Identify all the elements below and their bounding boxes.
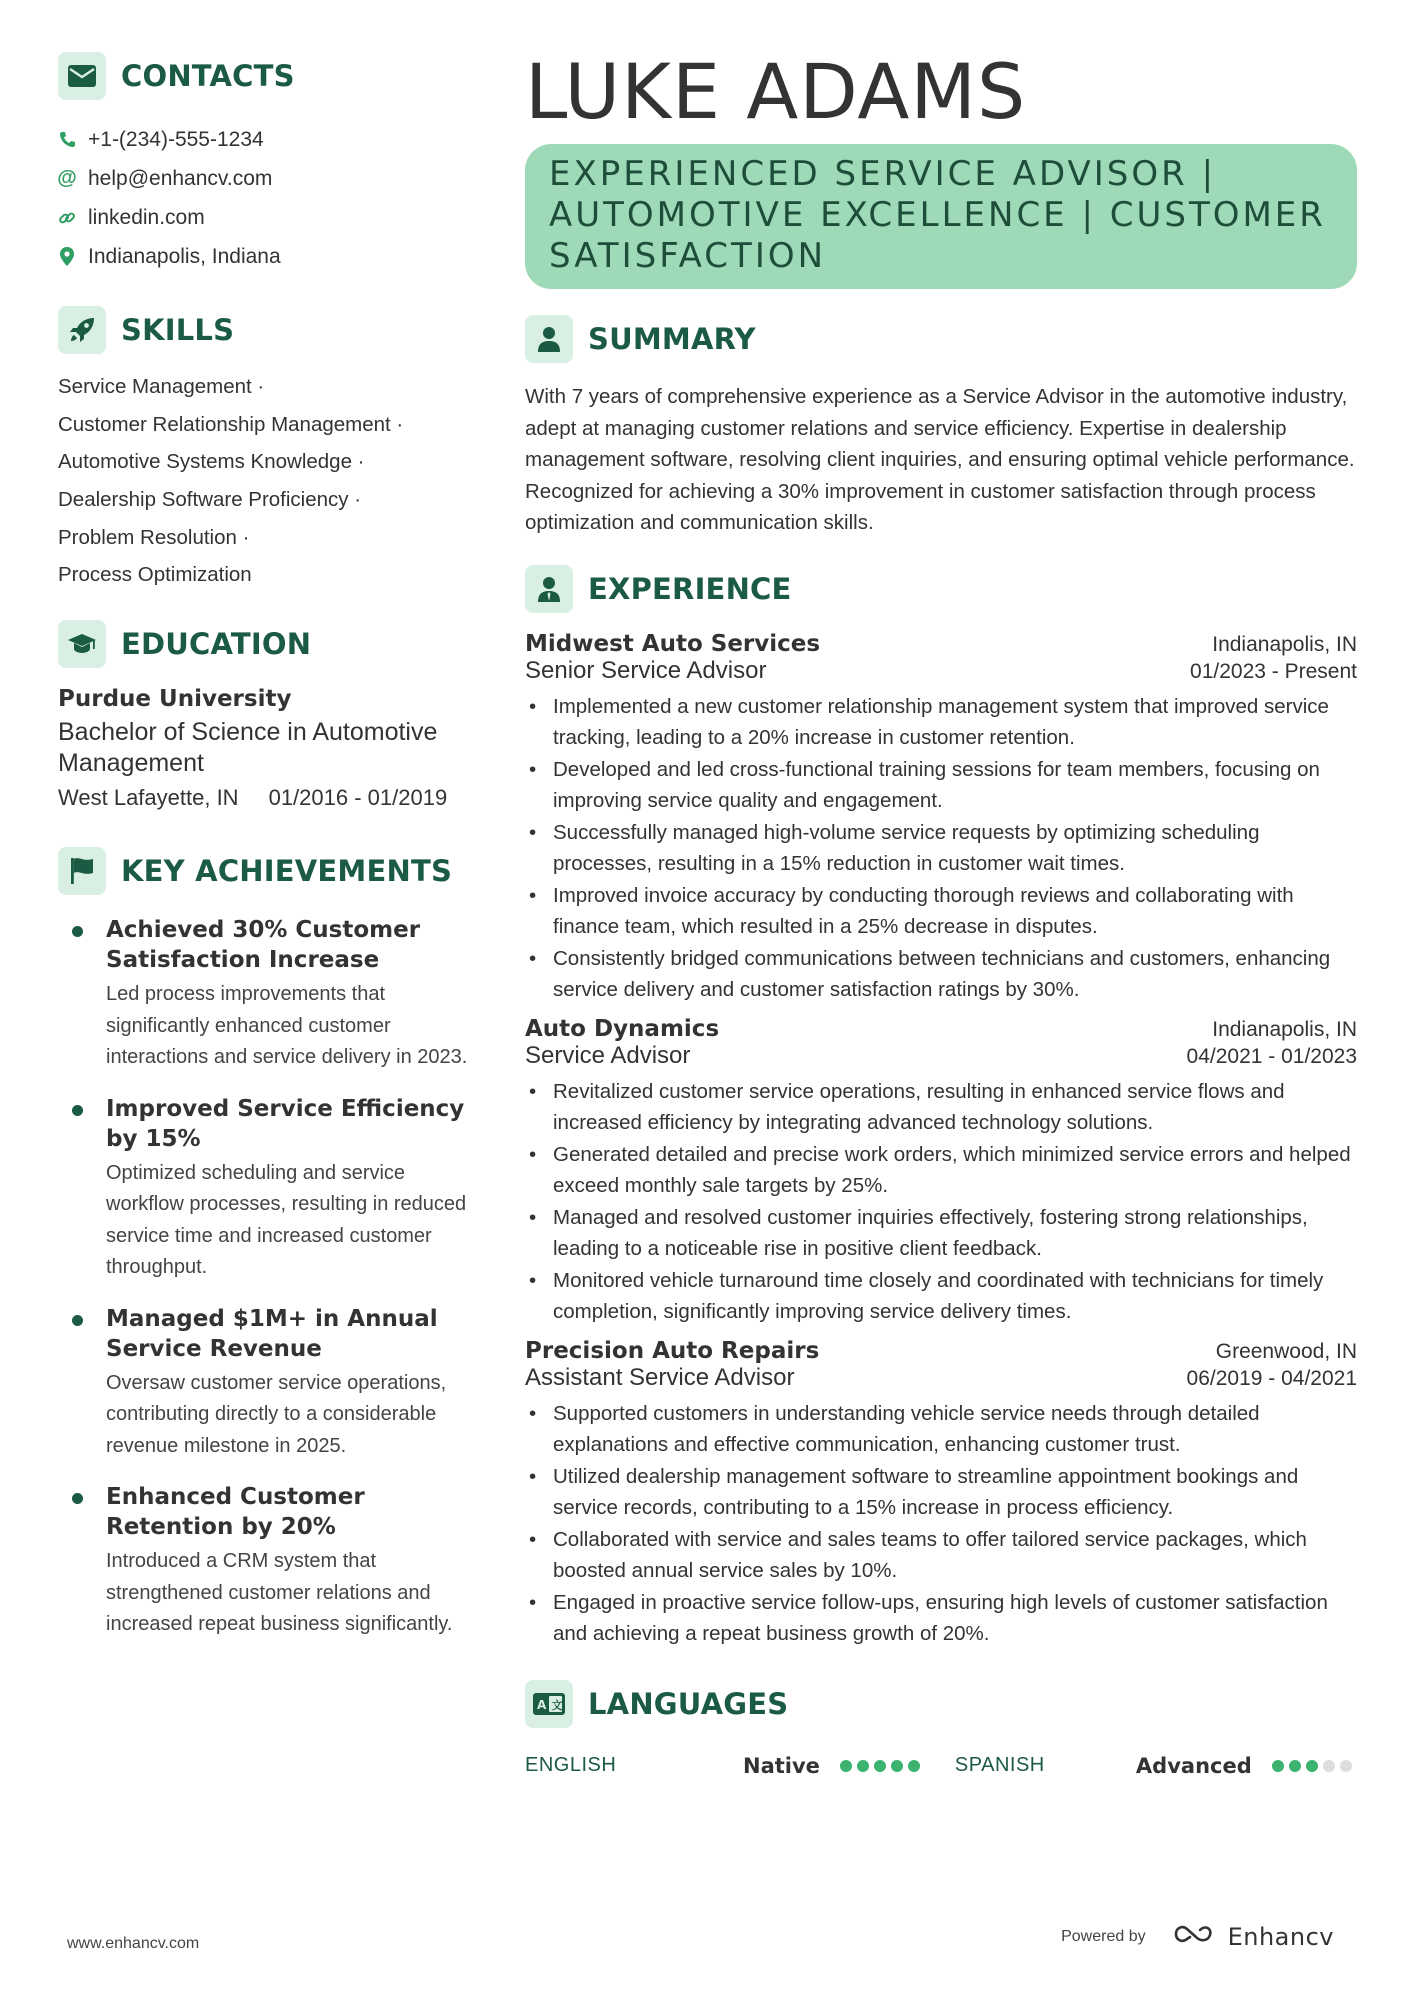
achievement-title: Improved Service Efficiency by 15% — [106, 1095, 465, 1152]
education-meta — [58, 785, 478, 811]
job-company: Precision Auto Repairs — [525, 1337, 820, 1364]
rating-dot-filled — [874, 1760, 886, 1772]
contact-linkedin[interactable] — [58, 198, 478, 237]
language-list — [525, 1754, 1357, 1778]
achievement-title: Managed $1M+ in Annual Service Revenue — [106, 1305, 438, 1362]
education-header — [58, 620, 478, 668]
rating-dot-empty — [1323, 1760, 1335, 1772]
rating-dot-filled — [891, 1760, 903, 1772]
skill-item: Dealership Software Proficiency · — [58, 488, 362, 512]
bullet-dot — [72, 1105, 83, 1116]
achievement-desc: Optimized scheduling and service workflow processes, resulting in reduced service time and increased customer throughput. — [106, 1161, 467, 1279]
rocket-icon — [58, 306, 106, 354]
skill-list — [58, 368, 478, 594]
skill-item: Automotive Systems Knowledge · — [58, 450, 365, 474]
education-location: West Lafayette, IN — [58, 785, 239, 811]
experience-heading: EXPERIENCE — [588, 571, 792, 606]
achievement-title: Achieved 30% Customer Satisfaction Increase — [106, 917, 421, 974]
right-column — [525, 48, 1357, 1778]
title-banner — [525, 144, 1357, 289]
language-rating — [840, 1760, 925, 1772]
language-level: Advanced — [1135, 1753, 1252, 1778]
bullet-dot — [72, 1493, 83, 1504]
powered-by-text: Powered by — [1061, 1927, 1146, 1945]
job-role: Service Advisor — [525, 1041, 691, 1069]
contact-email[interactable] — [58, 159, 478, 198]
job-bullet: • Implemented a new customer relationship management system that improved service tracking, leading to a 20% increase in customer retention. — [525, 691, 1357, 754]
user-tie-icon — [525, 565, 573, 613]
job-bullet: • Utilized dealership management software to streamline appointment bookings and service records, contributing to a 15% increase in process efficiency. — [525, 1461, 1357, 1524]
contact-list — [58, 120, 478, 276]
job-entry — [525, 631, 1357, 1006]
rating-dot-filled — [1306, 1760, 1318, 1772]
brand-name: Enhancv — [1227, 1922, 1334, 1951]
job-dates: 01/2023 - Present — [1190, 659, 1357, 683]
contact-linkedin-text: linkedin.com — [88, 205, 205, 229]
achievement-desc: Oversaw customer service operations, contributing directly to a considerable revenue milestone in 2025. — [106, 1371, 447, 1457]
experience-header — [525, 565, 1357, 613]
language-name: ENGLISH — [525, 1754, 617, 1776]
envelope-icon — [58, 52, 106, 100]
education-school: Purdue University — [58, 686, 292, 713]
job-role: Senior Service Advisor — [525, 656, 767, 684]
achievement-item — [58, 1482, 478, 1641]
phone-icon — [58, 131, 76, 148]
footer-website[interactable]: www.enhancv.com — [67, 1935, 200, 1952]
job-location: Indianapolis, IN — [1212, 1017, 1357, 1041]
job-dates: 04/2021 - 01/2023 — [1186, 1044, 1357, 1068]
graduation-cap-icon — [58, 620, 106, 668]
contact-phone[interactable] — [58, 120, 478, 159]
rating-dot-filled — [1289, 1760, 1301, 1772]
job-bullet: • Supported customers in understanding vehicle service needs through detailed explanations and effective communication, enhancing customer trust. — [525, 1398, 1357, 1461]
education-heading: EDUCATION — [121, 627, 312, 662]
job-bullets — [525, 1398, 1357, 1650]
job-company: Midwest Auto Services — [525, 630, 821, 657]
candidate-name: LUKE ADAMS — [525, 47, 1027, 136]
education-degree: Bachelor of Science in Automotive Management — [58, 718, 438, 778]
contact-location — [58, 237, 478, 276]
job-bullet: • Managed and resolved customer inquiries effectively, fostering strong relationships, leading to a noticeable rise in positive client feedback. — [525, 1202, 1357, 1265]
link-icon — [58, 209, 76, 227]
svg-text:文: 文 — [551, 1698, 563, 1712]
language-level: Native — [743, 1753, 820, 1778]
contacts-header — [58, 52, 478, 100]
contact-location-text: Indianapolis, Indiana — [88, 244, 281, 268]
job-entry — [525, 1338, 1357, 1650]
user-icon — [525, 315, 573, 363]
skill-item: Problem Resolution · — [58, 525, 250, 549]
bullet-dot — [72, 1315, 83, 1326]
job-entry — [525, 1016, 1357, 1328]
job-bullet: • Engaged in proactive service follow-ups, ensuring high levels of customer satisfaction and achieving a repeat business growth of 20%. — [525, 1587, 1357, 1650]
achievements-header — [58, 847, 478, 895]
job-location: Greenwood, IN — [1215, 1339, 1357, 1363]
rating-dot-filled — [908, 1760, 920, 1772]
job-bullets — [525, 1076, 1357, 1328]
flag-icon — [58, 847, 106, 895]
languages-header — [525, 1680, 1357, 1728]
rating-dot-filled — [857, 1760, 869, 1772]
candidate-title: EXPERIENCED SERVICE ADVISOR | AUTOMOTIVE EXCELLENCE | CUSTOMER SATISFACTION — [549, 154, 1326, 276]
job-bullet: • Monitored vehicle turnaround time closely and coordinated with technicians for timely completion, significantly improving service delivery times. — [525, 1265, 1357, 1328]
rating-dot-filled — [1272, 1760, 1284, 1772]
contact-phone-text: +1-(234)-555-1234 — [88, 127, 264, 151]
job-bullet: • Consistently bridged communications between technicians and customers, enhancing service delivery and customer satisfaction ratings by 30%. — [525, 943, 1357, 1006]
job-company: Auto Dynamics — [525, 1015, 720, 1042]
job-bullet: • Generated detailed and precise work orders, which minimized service errors and helped exceed monthly sale targets by 25%. — [525, 1139, 1357, 1202]
language-name: SPANISH — [954, 1754, 1045, 1776]
contact-email-text: help@enhancv.com — [88, 166, 273, 190]
at-icon: @ — [57, 167, 77, 189]
contacts-heading: CONTACTS — [121, 59, 295, 93]
rating-dot-empty — [1340, 1760, 1352, 1772]
job-bullet: • Developed and led cross-functional training sessions for team members, focusing on improving service quality and engagement. — [525, 754, 1357, 817]
job-bullet: • Successfully managed high-volume service requests by optimizing scheduling processes, resulting in a 15% reduction in customer wait times. — [525, 817, 1357, 880]
skills-header — [58, 306, 478, 354]
achievement-title: Enhanced Customer Retention by 20% — [106, 1484, 365, 1541]
job-location: Indianapolis, IN — [1212, 632, 1357, 656]
skill-item: Process Optimization — [58, 563, 252, 587]
language-icon — [525, 1680, 573, 1728]
job-bullets — [525, 691, 1357, 1006]
achievement-desc: Led process improvements that significantly enhanced customer interactions and service delivery in 2023. — [106, 983, 468, 1069]
language-rating — [1272, 1760, 1357, 1772]
achievement-item — [58, 915, 478, 1074]
job-dates: 06/2019 - 04/2021 — [1186, 1366, 1357, 1390]
skills-heading: SKILLS — [121, 313, 235, 347]
achievement-item — [58, 1094, 478, 1284]
achievement-desc: Introduced a CRM system that strengthened customer relations and increased repeat business significantly. — [106, 1550, 453, 1636]
achievement-item — [58, 1304, 478, 1463]
achievement-list — [58, 915, 478, 1641]
job-bullet: • Revitalized customer service operations, resulting in enhanced service flows and increased efficiency by integrating advanced technology solutions. — [525, 1076, 1357, 1139]
summary-header — [525, 315, 1357, 363]
enhancv-logo-icon — [1172, 1922, 1218, 1951]
svg-text:A: A — [537, 1697, 547, 1712]
rating-dot-filled — [840, 1760, 852, 1772]
location-pin-icon — [58, 247, 76, 266]
job-role: Assistant Service Advisor — [525, 1363, 795, 1391]
job-bullet: • Collaborated with service and sales teams to offer tailored service packages, which boosted annual service sales by 10%. — [525, 1524, 1357, 1587]
languages-heading: LANGUAGES — [588, 1686, 789, 1721]
job-bullet: • Improved invoice accuracy by conducting thorough reviews and collaborating with finance team, which resulted in a 25% decrease in disputes. — [525, 880, 1357, 943]
left-column — [58, 52, 478, 1661]
bullet-dot — [72, 926, 83, 937]
education-dates: 01/2016 - 01/2019 — [268, 785, 448, 811]
footer-branding[interactable] — [1061, 1922, 1334, 1951]
achievements-heading: KEY ACHIEVEMENTS — [121, 854, 453, 889]
summary-heading: SUMMARY — [588, 322, 756, 356]
skill-item: Service Management · — [58, 375, 265, 398]
summary-text: With 7 years of comprehensive experience as a Service Advisor in the automotive industry, adept at managing customer relations and service efficiency. Expertise in dealership management software, resolving client inquiries, and ensuring optimal vehicle performance. Recognized for achieving a 30% improvement in customer satisfaction through process optimization and communication skills. — [525, 385, 1355, 534]
skill-item: Customer Relationship Management · — [58, 412, 404, 436]
